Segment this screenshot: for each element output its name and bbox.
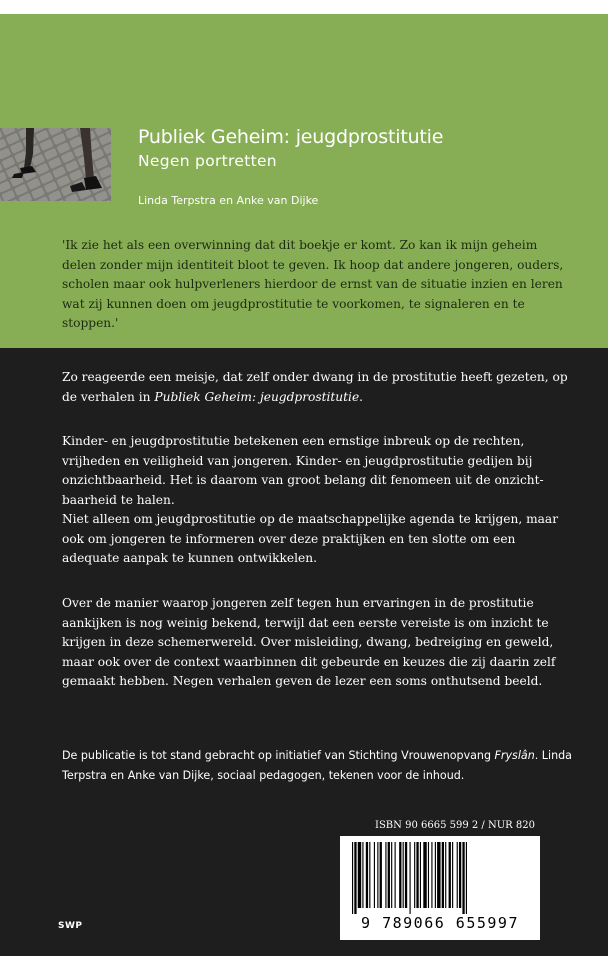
stories-paragraph: Over de manier waarop jongeren zelf tegen hun ervaringen in de prostitutie aankijken is nog weinig bekend, terwijl dat een eerste vereiste is om inzicht te krijgen in deze schemerwereld. Over misleiding, dwang, bedreiging en geweld, maar ook over de context waarbinnen dit gebeurde en keuzes die zij daarin zelf gemaakt hebben. Negen verhalen geven de lezer een soms onthutsend beeld. — [62, 596, 556, 688]
publication-credits — [62, 746, 572, 786]
context-paragraph — [62, 432, 572, 569]
publication-text-a: De publicatie is tot stand gebracht op initiatief van Stichting Vrouwenopvang — [62, 749, 495, 762]
intro-title-italic: Publiek Geheim: jeugdprostitutie — [154, 389, 360, 404]
barcode-image — [350, 842, 530, 914]
intro-text-a: Zo reageerde een meisje, dat zelf onder dwang in de prostitutie heeft gezeten, op de verhalen in — [62, 370, 568, 404]
intro-text-b: . — [359, 389, 364, 404]
green-header-panel — [0, 14, 608, 348]
quote-text: 'Ik zie het als een overwinning dat dit boekje er komt. Zo kan ik mijn geheim delen zonder mijn identiteit bloot te geven. Ik hoop dat andere jongeren, ouders, scholen maar ook hulpverleners hierdoor de ernst van de situatie inzien en leren wat zij kunnen doen om jeugdprostitutie te voorkomen, te signaleren en te stoppen.' — [62, 238, 564, 330]
book-subtitle: Negen portretten — [138, 152, 277, 170]
back-cover — [0, 14, 608, 956]
context-text-a: Kinder- en jeugdprostitutie betekenen een ernstige inbreuk op de rechten, vrijheden en veiligheid van jongeren. Kinder- en jeugdprostitutie gedijen bij onzichtbaarheid. Het is daarom van groot belang dit fenomeen uit de onzicht-baarheid te halen. — [62, 434, 544, 507]
publisher-logo: SWP — [58, 921, 83, 931]
legs-photo-image — [0, 128, 111, 201]
book-authors: Linda Terpstra en Anke van Dijke — [138, 194, 319, 207]
publication-text-b: . Linda Terpstra en Anke van Dijke, sociaal pedagogen, tekenen voor de inhoud. — [62, 749, 572, 782]
cover-photo — [0, 128, 111, 201]
book-title: Publiek Geheim: jeugdprostitutie — [138, 126, 444, 148]
barcode-digits: 9 789066 655997 — [361, 914, 519, 932]
intro-paragraph — [62, 368, 572, 407]
barcode-box — [340, 836, 540, 940]
isbn-label: ISBN 90 6665 599 2 / NUR 820 — [375, 820, 535, 831]
context-text-b: Niet alleen om jeugdprostitutie op de maatschappelijke agenda te krijgen, maar ook om jongeren te informeren over deze praktijken en ten slotte om een adequate aanpak te kunnen ontwikkelen. — [62, 512, 559, 565]
publication-place-italic: Fryslân — [494, 749, 535, 762]
